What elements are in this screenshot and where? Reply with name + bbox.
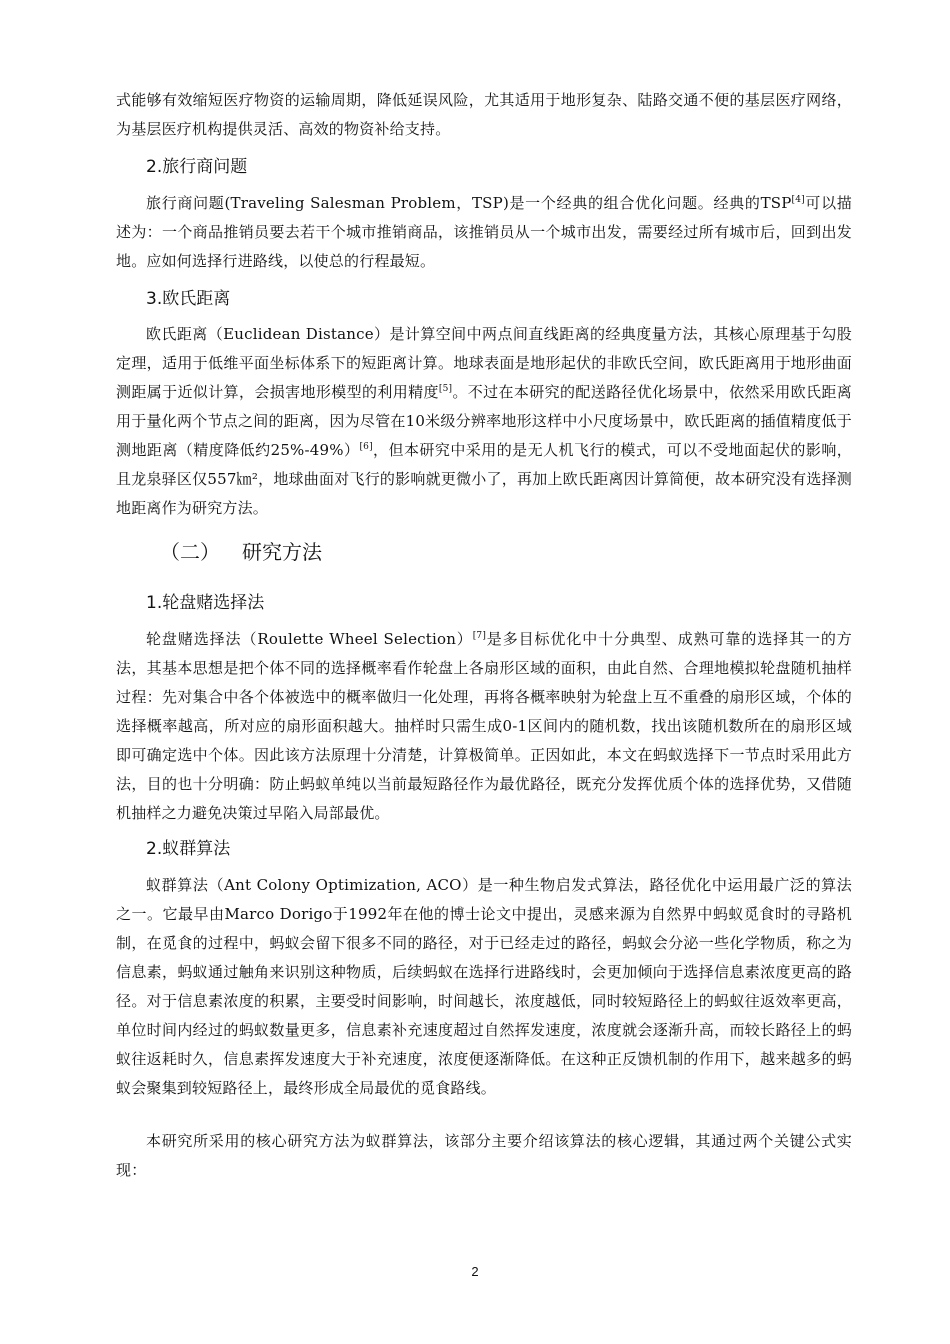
euclidean-text-c: ，但本研究中采用的是无人机飞行的模式，可以不受地面起伏的影响，且龙泉驿区仅557㎞²，地球曲面对飞行的影响就更微小了，再加上欧氏距离因计算简便，故本研究没有选择测地距离作为研究方法。 [116,441,852,517]
section-title: 研究方法 [242,540,322,564]
heading-tsp: 2.旅行商问题 [146,157,248,177]
tsp-paragraph [116,189,852,276]
tsp-text-a: 旅行商问题(Traveling Salesman Problem，TSP)是一个经典的组合优化问题。经典的TSP [146,194,792,212]
tsp-text-b: 可以描述为：一个商品推销员要去若干个城市推销商品，该推销员从一个城市出发，需要经过所有城市后，回到出发地。应如何选择行进路线，以使总的行程最短。 [116,194,852,270]
citation-6: [6] [359,442,373,452]
heading-aco: 2.蚁群算法 [146,839,231,859]
euclidean-text-b: 。不过在本研究的配送路径优化场景中，依然采用欧氏距离用于量化两个节点之间的距离，因为尽管在10米级分辨率地形这样中小尺度场景中，欧氏距离的插值精度低于测地距离（精度降低约25%-49%） [116,383,853,459]
aco-paragraph: 蚁群算法（Ant Colony Optimization, ACO）是一种生物启发式算法，路径优化中运用最广泛的算法之一。它最早由Marco Dorigo于1992年在他的博士论文中提出，灵感来源为自然界中蚂蚁觅食时的寻路机制，在觅食的过程中，蚂蚁会留下很多不同的路径，对于已经走过的路径，蚂蚁会分泌一些化学物质，称之为信息素，蚂蚁通过触角来识别这种物质，后续蚂蚁在选择行进路线时，会更加倾向于选择信息素浓度更高的路径。对于信息素浓度的积累，主要受时间影响，时间越长，浓度越低，同时较短路径上的蚂蚁往返效率更高，单位时间内经过的蚂蚁数量更多，信息素补充速度超过自然挥发速度，浓度就会逐渐升高，而较长路径上的蚂蚁往返耗时久，信息素挥发速度大于补充速度，浓度便逐渐降低。在这种正反馈机制的作用下，越来越多的蚂蚁会聚集到较短路径上，最终形成全局最优的觅食路线。 [116,876,852,1097]
citation-4: [4] [791,195,805,205]
citation-7: [7] [472,631,487,641]
page-number: 2 [471,1264,479,1279]
roulette-text-b: 是多目标优化中十分典型、成熟可靠的选择其一的方法，其基本思想是把个体不同的选择概率看作轮盘上各扇形区域的面积，由此自然、合理地模拟轮盘随机抽样过程：先对集合中各个体被选中的概率做归一化处理，再将各概率映射为轮盘上互不重叠的扇形区域，个体的选择概率越高，所对应的扇形面积越大。抽样时只需生成0-1区间内的随机数，找出该随机数所在的扇形区域即可确定选中个体。因此该方法原理十分清楚，计算极简单。正因如此，本文在蚂蚁选择下一节点时采用此方法，目的也十分明确：防止蚂蚁单纯以当前最短路径作为最优路径，既充分发挥优质个体的选择优势，又借随机抽样之力避免决策过早陷入局部最优。 [116,630,853,822]
citation-5: [5] [438,384,453,394]
heading-euclidean: 3.欧氏距离 [146,289,231,309]
intro-paragraph: 式能够有效缩短医疗物资的运输周期，降低延误风险，尤其适用于地形复杂、陆路交通不便的基层医疗网络，为基层医疗机构提供灵活、高效的物资补给支持。 [116,91,852,138]
core-method-paragraph: 本研究所采用的核心研究方法为蚁群算法，该部分主要介绍该算法的核心逻辑，其通过两个关键公式实现： [116,1132,852,1179]
roulette-text-a: 轮盘赌选择法（Roulette Wheel Selection） [146,630,473,648]
euclidean-text-a: 欧氏距离（Euclidean Distance）是计算空间中两点间直线距离的经典度量方法，其核心原理基于勾股定理，适用于低维平面坐标体系下的短距离计算。地球表面是地形起伏的非欧氏空间，欧氏距离用于地形曲面测距属于近似计算，会损害地形模型的利用精度 [116,325,852,401]
heading-roulette: 1.轮盘赌选择法 [146,593,265,613]
euclidean-paragraph [116,320,852,523]
section-number: （二） [160,540,220,564]
section-heading-methods [160,538,322,566]
roulette-paragraph [116,625,852,828]
